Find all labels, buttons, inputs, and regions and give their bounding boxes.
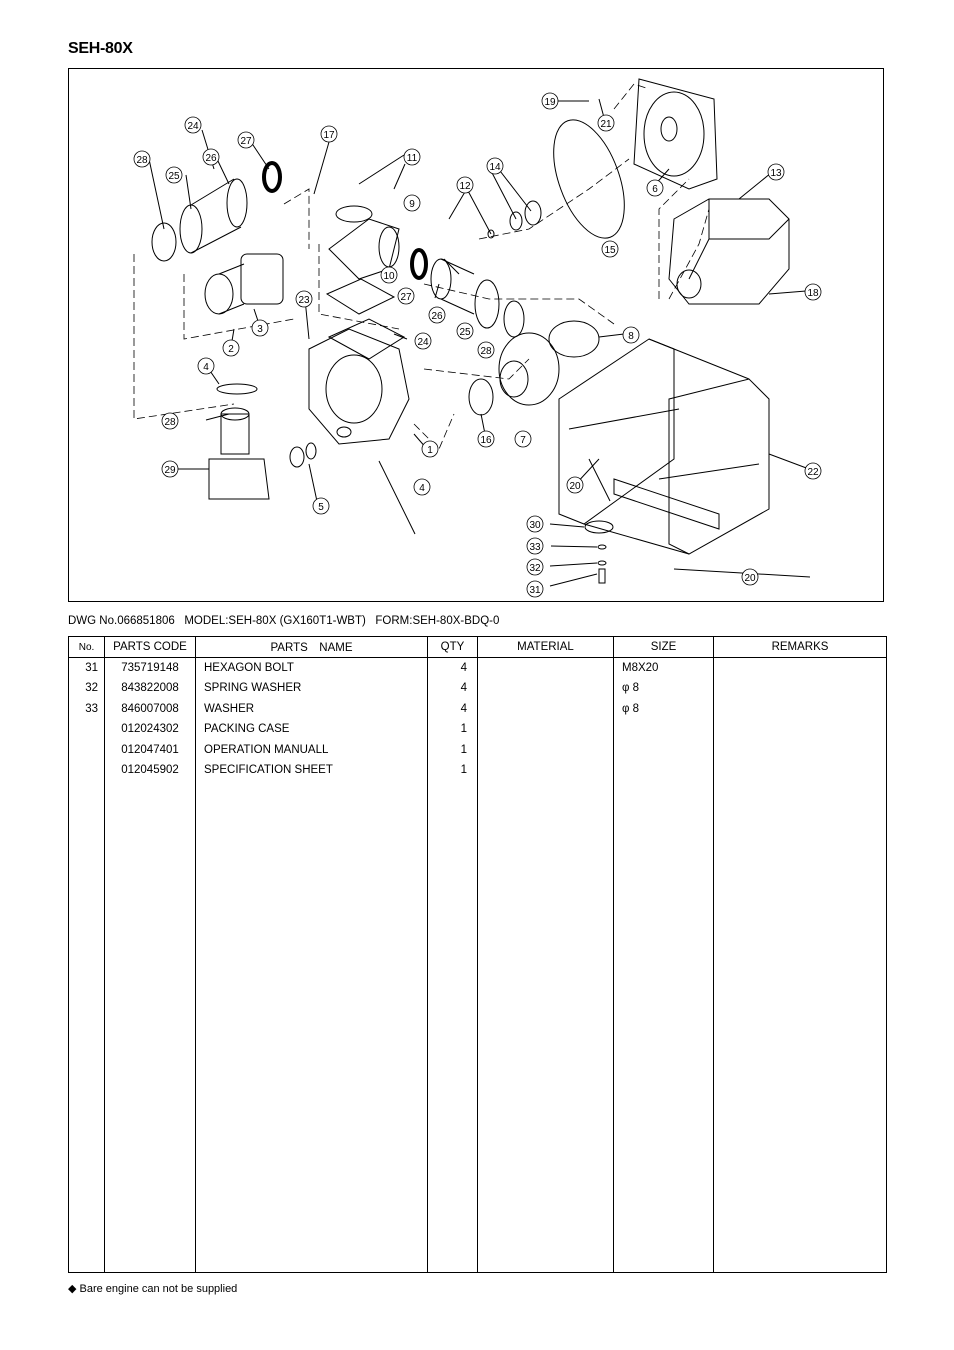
cell-no: 32 xyxy=(69,678,105,698)
svg-text:16: 16 xyxy=(480,435,492,446)
svg-text:26: 26 xyxy=(431,311,443,322)
svg-text:15: 15 xyxy=(604,245,616,256)
svg-text:32: 32 xyxy=(529,563,541,574)
cell-qty: 4 xyxy=(428,699,478,719)
svg-text:28: 28 xyxy=(164,417,176,428)
cell-code: 012047401 xyxy=(105,740,196,760)
svg-text:31: 31 xyxy=(529,585,541,596)
col-header-no: No. xyxy=(69,637,105,658)
col-header-remarks: REMARKS xyxy=(714,637,887,658)
cell-name: WASHER xyxy=(196,699,428,719)
svg-text:24: 24 xyxy=(417,337,429,348)
cell-size xyxy=(614,719,714,739)
exploded-parts-diagram xyxy=(68,68,884,602)
svg-text:23: 23 xyxy=(298,295,310,306)
cell-no xyxy=(69,740,105,760)
parts-table xyxy=(68,636,887,1273)
svg-text:7: 7 xyxy=(520,435,526,446)
col-header-qty: QTY xyxy=(428,637,478,658)
cell-material xyxy=(478,678,614,698)
svg-text:18: 18 xyxy=(807,288,819,299)
cell-code: 012045902 xyxy=(105,760,196,780)
cell-remarks xyxy=(714,760,887,780)
callout-labels xyxy=(134,93,821,597)
cell-size: φ 8 xyxy=(614,678,714,698)
table-row xyxy=(69,719,887,739)
svg-text:2: 2 xyxy=(228,344,234,355)
cell-remarks xyxy=(714,658,887,679)
table-row xyxy=(69,678,887,698)
cell-size xyxy=(614,760,714,780)
cell-remarks xyxy=(714,719,887,739)
page-title: SEH-80X xyxy=(68,40,133,57)
cell-qty: 4 xyxy=(428,658,478,679)
pump-exploded-view xyxy=(69,69,885,603)
svg-text:4: 4 xyxy=(203,362,209,373)
cell-code: 843822008 xyxy=(105,678,196,698)
svg-text:17: 17 xyxy=(323,130,335,141)
cell-name: SPRING WASHER xyxy=(196,678,428,698)
svg-text:3: 3 xyxy=(257,324,263,335)
table-row xyxy=(69,658,887,679)
footnote: ◆ Bare engine can not be supplied xyxy=(68,1283,238,1295)
cell-name: OPERATION MANUALL xyxy=(196,740,428,760)
col-header-parts-name: PARTS NAME xyxy=(196,637,428,658)
svg-text:28: 28 xyxy=(480,346,492,357)
svg-text:20: 20 xyxy=(569,481,581,492)
svg-text:12: 12 xyxy=(459,181,471,192)
table-row xyxy=(69,760,887,780)
cell-no: 33 xyxy=(69,699,105,719)
cell-name: HEXAGON BOLT xyxy=(196,658,428,679)
svg-text:19: 19 xyxy=(544,97,556,108)
svg-text:1: 1 xyxy=(427,445,433,456)
cell-no xyxy=(69,760,105,780)
cell-material xyxy=(478,760,614,780)
cell-size: φ 8 xyxy=(614,699,714,719)
cell-remarks xyxy=(714,678,887,698)
col-header-parts-code: PARTS CODE xyxy=(105,637,196,658)
svg-text:11: 11 xyxy=(406,153,418,164)
svg-text:27: 27 xyxy=(240,136,252,147)
svg-text:8: 8 xyxy=(628,331,634,342)
cell-no: 31 xyxy=(69,658,105,679)
svg-text:25: 25 xyxy=(459,327,471,338)
col-header-size: SIZE xyxy=(614,637,714,658)
svg-text:26: 26 xyxy=(205,153,217,164)
cell-size: M8X20 xyxy=(614,658,714,679)
svg-text:24: 24 xyxy=(187,121,199,132)
cell-material xyxy=(478,699,614,719)
svg-text:10: 10 xyxy=(383,271,395,282)
cell-remarks xyxy=(714,740,887,760)
cell-qty: 1 xyxy=(428,740,478,760)
table-row xyxy=(69,699,887,719)
cell-material xyxy=(478,740,614,760)
cell-qty: 1 xyxy=(428,760,478,780)
table-empty-space xyxy=(69,780,887,1272)
svg-text:5: 5 xyxy=(318,502,324,513)
col-header-material: MATERIAL xyxy=(478,637,614,658)
cell-no xyxy=(69,719,105,739)
svg-text:21: 21 xyxy=(600,119,612,130)
drawing-info: DWG No.066851806 MODEL:SEH-80X (GX160T1-WBT) FORM:SEH-80X-BDQ-0 xyxy=(68,615,500,627)
table-row xyxy=(69,740,887,760)
svg-text:25: 25 xyxy=(168,171,180,182)
cell-code: 735719148 xyxy=(105,658,196,679)
cell-material xyxy=(478,658,614,679)
cell-code: 012024302 xyxy=(105,719,196,739)
svg-text:13: 13 xyxy=(770,168,782,179)
svg-text:6: 6 xyxy=(652,184,658,195)
svg-text:9: 9 xyxy=(409,199,415,210)
cell-size xyxy=(614,740,714,760)
cell-material xyxy=(478,719,614,739)
cell-code: 846007008 xyxy=(105,699,196,719)
cell-qty: 4 xyxy=(428,678,478,698)
table-header-row xyxy=(69,637,887,658)
svg-text:29: 29 xyxy=(164,465,176,476)
cell-qty: 1 xyxy=(428,719,478,739)
svg-text:22: 22 xyxy=(807,467,819,478)
svg-text:20: 20 xyxy=(744,573,756,584)
svg-text:27: 27 xyxy=(400,292,412,303)
svg-text:28: 28 xyxy=(136,155,148,166)
cell-name: PACKING CASE xyxy=(196,719,428,739)
cell-name: SPECIFICATION SHEET xyxy=(196,760,428,780)
svg-text:30: 30 xyxy=(529,520,541,531)
svg-text:33: 33 xyxy=(529,542,541,553)
svg-text:4: 4 xyxy=(419,483,425,494)
svg-text:14: 14 xyxy=(489,162,501,173)
cell-remarks xyxy=(714,699,887,719)
